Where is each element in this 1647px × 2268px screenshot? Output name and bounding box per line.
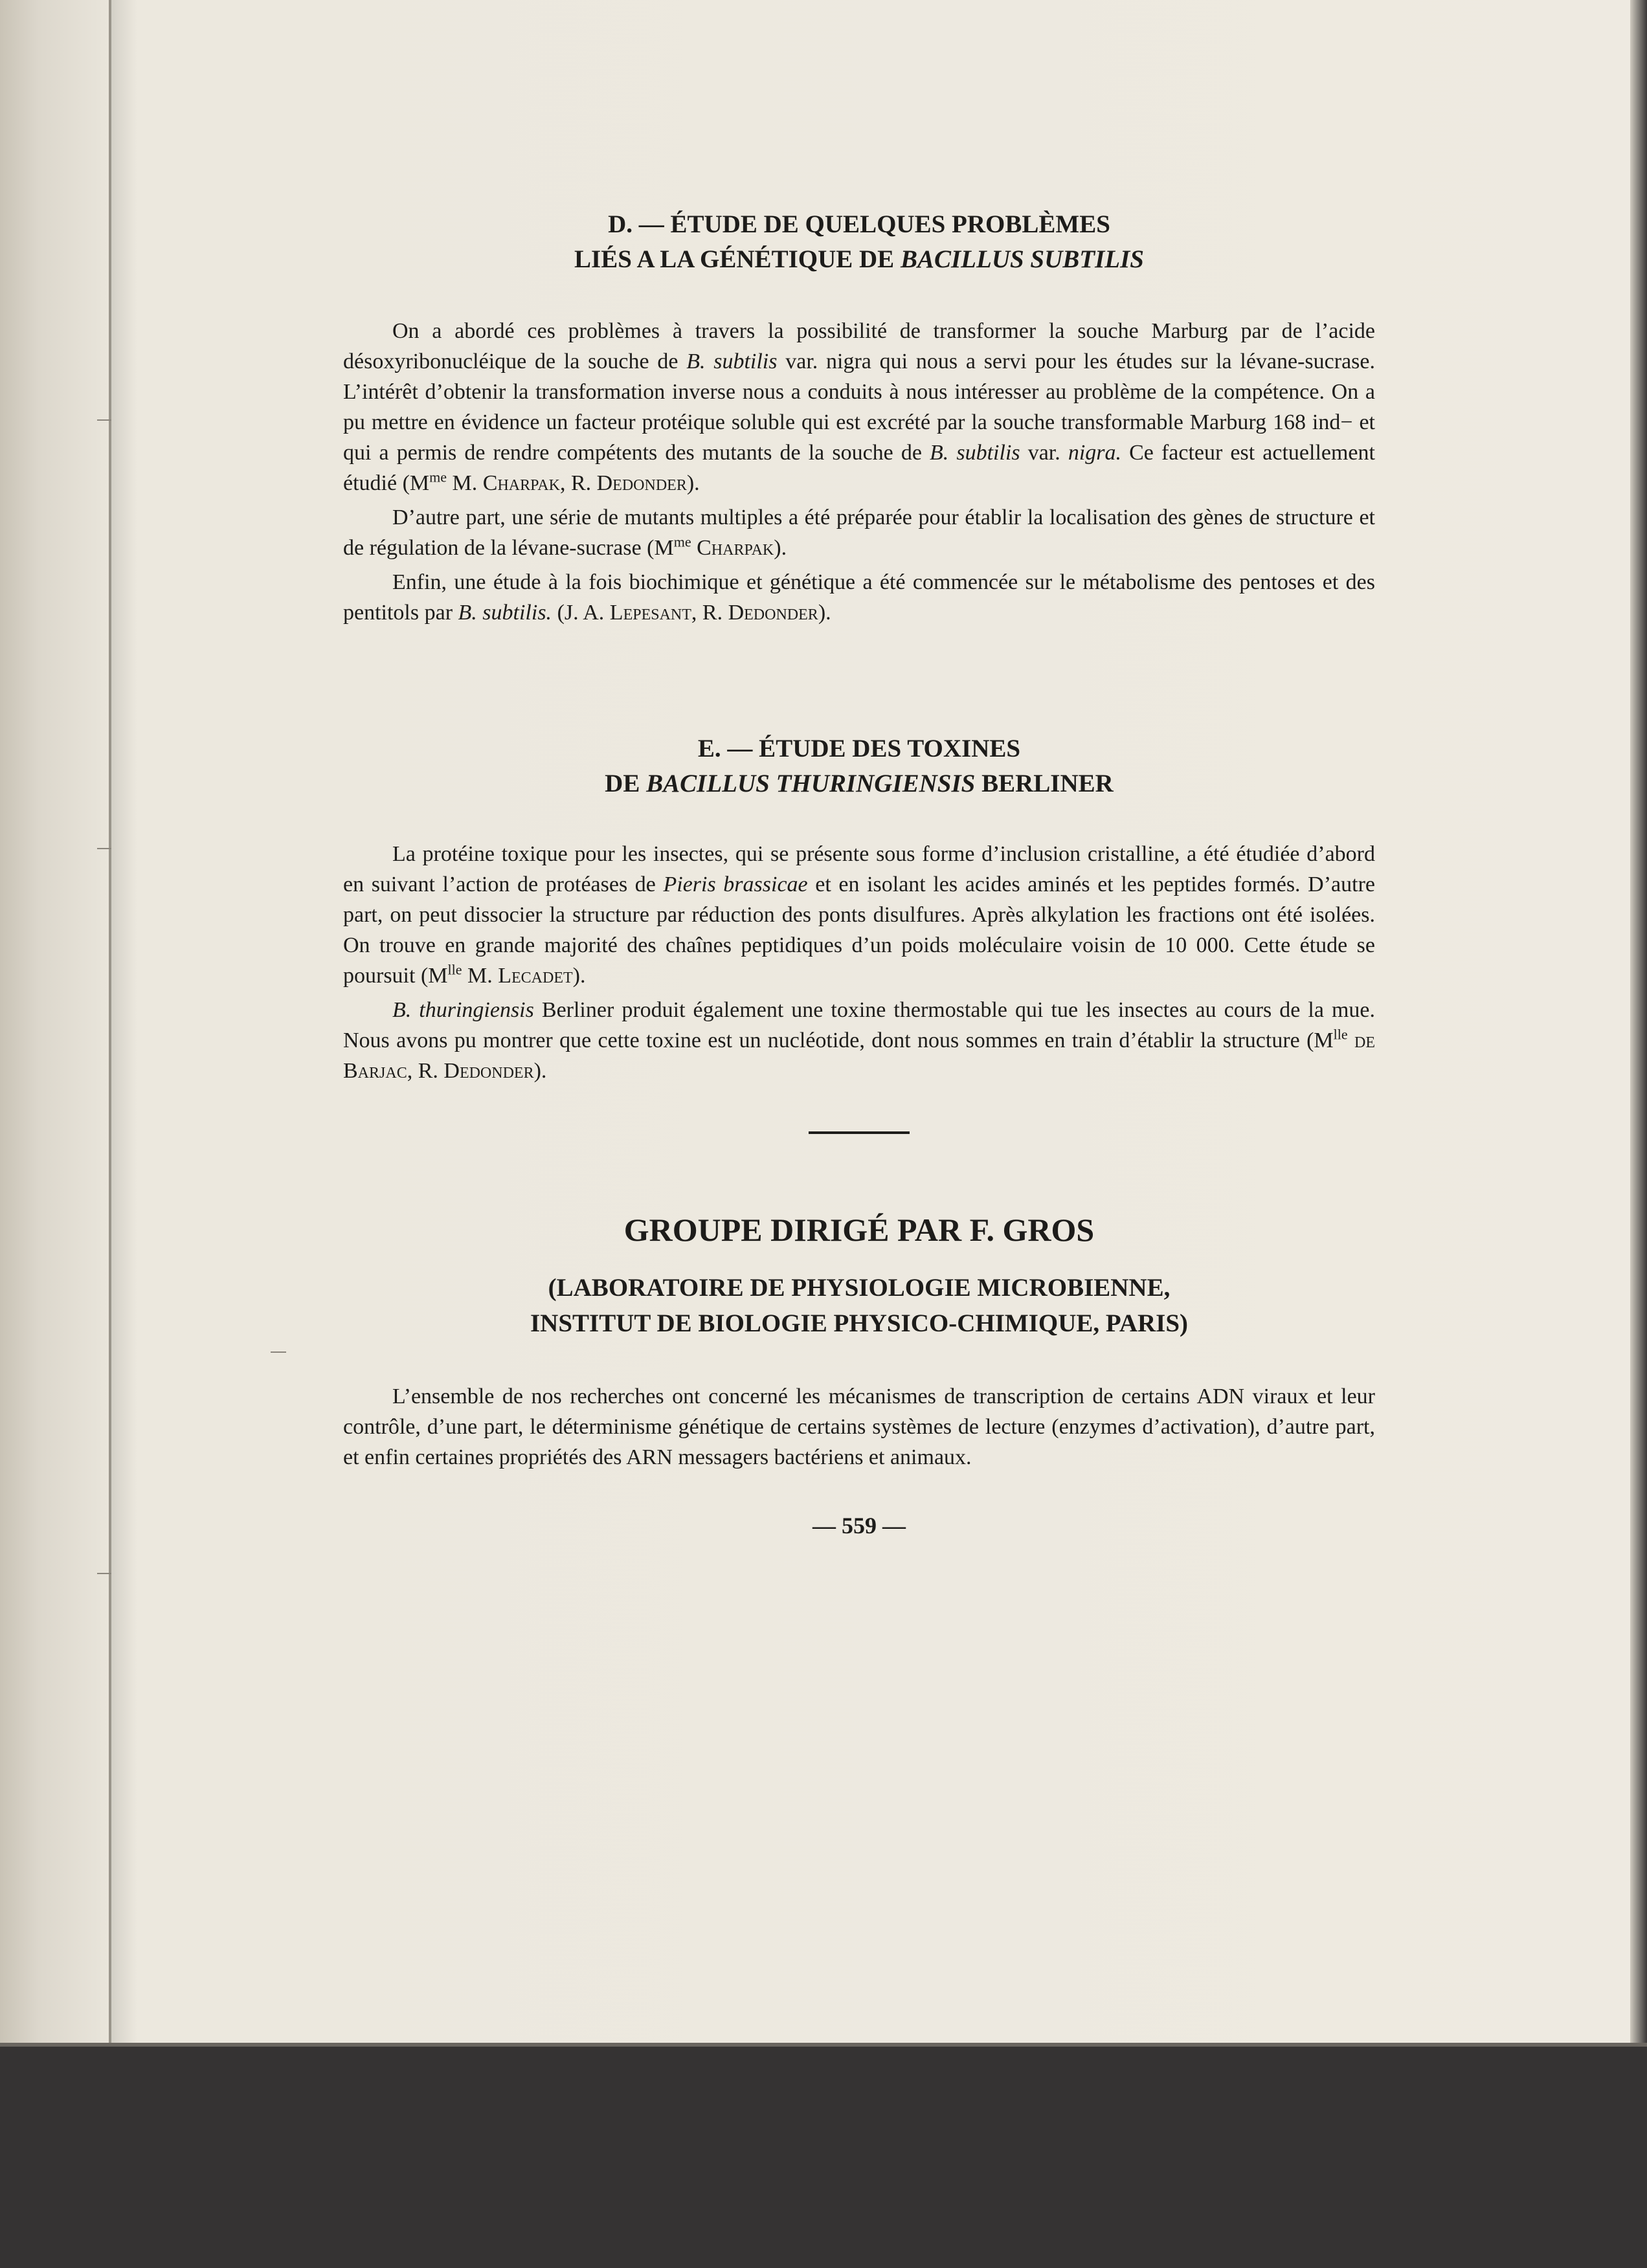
group-paragraph-1: L’ensemble de nos recherches ont concerné les mécanismes de transcription de certains ADN viraux et leur contrôle, d’une part, le déterminisme génétique de certains systèmes de lecture (enzymes d’activation), d’autre part, et enfin certaines propriétés des ARN messagers bactériens et animaux. [343,1384,1375,1469]
section-e [343,731,1375,1086]
group-subtitle-line1: (LABORATOIRE DE PHYSIOLOGIE MICROBIENNE, [548,1274,1171,1302]
section-e-title-line1: E. — ÉTUDE DES TOXINES [697,735,1021,762]
section-e-title-line2: DE BACILLUS THURINGIENSIS BERLINER [605,770,1114,797]
margin-mark [97,848,111,849]
section-d-paragraph-3: Enfin, une étude à la fois biochimique et génétique a été commencée sur le métabolisme des pentoses et des pentitols par B. subtilis. (J. A. Lepesant, R. Dedonder). [343,570,1375,625]
page-number: — 559 — [812,1513,906,1539]
section-d [343,207,1375,628]
margin-mark [97,1573,111,1574]
group-subtitle-line2: INSTITUT DE BIOLOGIE PHYSICO-CHIMIQUE, PARIS) [530,1309,1188,1337]
section-e-paragraph-2: B. thuringiensis Berliner produit également une toxine thermostable qui tue les insectes au cours de la mue. Nous avons pu montrer que cette toxine est un nucléotide, dont nous sommes en train d’établir la structure ($M^{lle}$ de Barjac, R. Dedonder). [343,998,1376,1083]
group-title: GROUPE DIRIGÉ PAR F. GROS [623,1212,1095,1248]
group-section [343,1209,1375,1473]
text-column [343,207,1375,1541]
page-right-edge [1630,0,1647,2047]
scanner-background [0,2047,1647,2268]
section-e-paragraph-1: La protéine toxique pour les insectes, qui se présente sous forme d’inclusion cristalline, a été étudiée d’abord en suivant l’action de protéases de Pieris brassicae et en isolant les acides aminés et les peptides formés. D’autre part, on peut dissocier la structure par réduction des ponts disulfures. Après alkylation les fractions ont été isolées. On trouve en grande majorité des chaînes peptidiques d’un poids moléculaire voisin de 10 000. Cette étude se poursuit ($M^{lle}$ M. Lecadet). [343,842,1375,988]
section-d-title-line2: LIÉS A LA GÉNÉTIQUE DE BACILLUS SUBTILIS [574,245,1144,273]
margin-mark [97,419,111,421]
section-d-paragraph-1: On a abordé ces problèmes à travers la possibilité de transformer la souche Marburg par de l’acide désoxyribonucléique de la souche de B. subtilis var. nigra qui nous a servi pour les études sur la lévane-sucrase. L’intérêt d’obtenir la transformation inverse nous a conduits à nous intéresser au problème de la compétence. On a pu mettre en évidence un facteur protéique soluble qui est excrété par la souche transformable Marburg 168 ind− et qui a permis de rendre compétents des mutants de la souche de B. subtilis var. nigra. Ce facteur est actuellement étudié ($M^{me}$ M. Charpak, R. Dedonder). [343,319,1375,495]
fold-shadow [111,0,137,2047]
section-d-paragraph-2: D’autre part, une série de mutants multiples a été préparée pour établir la localisation des gènes de structure et de régulation de la lévane-sucrase ($M^{me}$ Charpak). [343,506,1375,560]
margin-mark [271,1351,286,1353]
section-d-title-line1: D. — ÉTUDE DE QUELQUES PROBLÈMES [608,210,1110,238]
